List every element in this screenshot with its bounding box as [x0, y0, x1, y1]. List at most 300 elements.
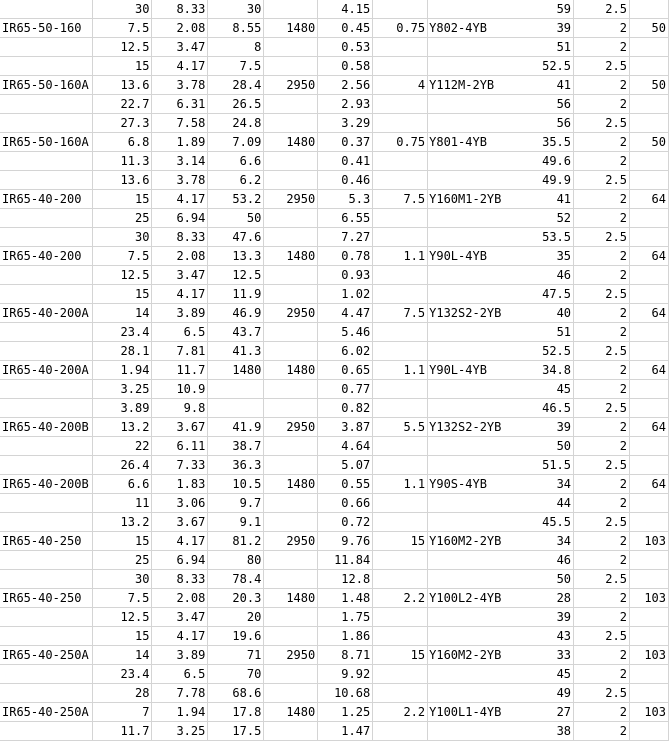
cell-motor-power[interactable] [373, 0, 428, 19]
cell-head[interactable]: 53.2 [208, 190, 264, 209]
cell-motor[interactable] [428, 494, 518, 513]
cell-motor[interactable] [428, 57, 518, 76]
cell-motor-power[interactable] [373, 171, 428, 190]
cell-motor-power[interactable] [373, 57, 428, 76]
cell-flow-m3h[interactable]: 14 [93, 304, 152, 323]
cell-flow-m3h[interactable]: 11.3 [93, 152, 152, 171]
cell-model[interactable] [0, 266, 93, 285]
cell-weight[interactable] [629, 437, 668, 456]
cell-motor[interactable] [428, 456, 518, 475]
cell-efficiency[interactable]: 47.5 [518, 285, 574, 304]
cell-speed[interactable] [264, 38, 318, 57]
cell-npsh[interactable]: 2 [574, 247, 630, 266]
cell-efficiency[interactable]: 46.5 [518, 399, 574, 418]
cell-motor[interactable] [428, 627, 518, 646]
cell-motor-power[interactable] [373, 152, 428, 171]
cell-npsh[interactable]: 2 [574, 266, 630, 285]
cell-head[interactable]: 20 [208, 608, 264, 627]
cell-motor[interactable] [428, 399, 518, 418]
cell-model[interactable] [0, 95, 93, 114]
cell-speed[interactable] [264, 57, 318, 76]
cell-flow-ls[interactable]: 3.89 [152, 646, 208, 665]
cell-flow-ls[interactable]: 1.94 [152, 703, 208, 722]
cell-motor[interactable] [428, 209, 518, 228]
cell-efficiency[interactable]: 59 [518, 0, 574, 19]
cell-weight[interactable] [629, 608, 668, 627]
cell-shaft-power[interactable]: 4.47 [318, 304, 373, 323]
cell-motor[interactable]: Y160M2-2YB [428, 532, 518, 551]
cell-npsh[interactable]: 2 [574, 665, 630, 684]
cell-head[interactable]: 1480 [208, 361, 264, 380]
cell-head[interactable]: 81.2 [208, 532, 264, 551]
cell-weight[interactable] [629, 456, 668, 475]
cell-head[interactable]: 70 [208, 665, 264, 684]
cell-shaft-power[interactable]: 0.65 [318, 361, 373, 380]
cell-speed[interactable]: 2950 [264, 646, 318, 665]
cell-model[interactable]: IR65-40-200 [0, 247, 93, 266]
cell-motor-power[interactable] [373, 551, 428, 570]
cell-model[interactable] [0, 171, 93, 190]
cell-flow-m3h[interactable]: 28.1 [93, 342, 152, 361]
cell-head[interactable]: 26.5 [208, 95, 264, 114]
cell-motor-power[interactable] [373, 266, 428, 285]
cell-speed[interactable]: 2950 [264, 418, 318, 437]
cell-efficiency[interactable]: 33 [518, 646, 574, 665]
cell-head[interactable]: 6.2 [208, 171, 264, 190]
cell-weight[interactable]: 64 [629, 418, 668, 437]
cell-shaft-power[interactable]: 1.25 [318, 703, 373, 722]
cell-flow-ls[interactable]: 3.78 [152, 171, 208, 190]
cell-motor-power[interactable]: 1.1 [373, 475, 428, 494]
cell-npsh[interactable]: 2.5 [574, 342, 630, 361]
cell-motor[interactable] [428, 342, 518, 361]
cell-flow-m3h[interactable]: 30 [93, 228, 152, 247]
cell-speed[interactable]: 2950 [264, 190, 318, 209]
cell-npsh[interactable]: 2 [574, 361, 630, 380]
cell-weight[interactable]: 103 [629, 532, 668, 551]
cell-motor-power[interactable]: 2.2 [373, 589, 428, 608]
cell-motor[interactable]: Y160M1-2YB [428, 190, 518, 209]
cell-flow-m3h[interactable]: 15 [93, 532, 152, 551]
cell-motor[interactable]: Y132S2-2YB [428, 418, 518, 437]
cell-speed[interactable] [264, 551, 318, 570]
cell-flow-ls[interactable]: 7.58 [152, 114, 208, 133]
cell-head[interactable]: 68.6 [208, 684, 264, 703]
cell-motor[interactable] [428, 684, 518, 703]
cell-weight[interactable]: 50 [629, 76, 668, 95]
cell-shaft-power[interactable]: 11.84 [318, 551, 373, 570]
cell-motor-power[interactable] [373, 456, 428, 475]
cell-speed[interactable] [264, 152, 318, 171]
cell-shaft-power[interactable]: 2.56 [318, 76, 373, 95]
cell-speed[interactable] [264, 494, 318, 513]
cell-flow-m3h[interactable]: 23.4 [93, 323, 152, 342]
cell-efficiency[interactable]: 51 [518, 38, 574, 57]
cell-flow-ls[interactable]: 6.94 [152, 209, 208, 228]
cell-npsh[interactable]: 2 [574, 95, 630, 114]
cell-motor[interactable] [428, 95, 518, 114]
cell-flow-ls[interactable]: 3.47 [152, 608, 208, 627]
cell-model[interactable] [0, 152, 93, 171]
cell-flow-ls[interactable]: 3.25 [152, 722, 208, 741]
cell-flow-ls[interactable]: 6.5 [152, 323, 208, 342]
cell-motor[interactable] [428, 323, 518, 342]
cell-model[interactable]: IR65-40-200 [0, 190, 93, 209]
cell-model[interactable] [0, 608, 93, 627]
cell-motor[interactable]: Y90L-4YB [428, 361, 518, 380]
cell-flow-m3h[interactable]: 7.5 [93, 247, 152, 266]
cell-speed[interactable] [264, 228, 318, 247]
cell-motor[interactable]: Y100L1-4YB [428, 703, 518, 722]
cell-weight[interactable] [629, 57, 668, 76]
cell-weight[interactable] [629, 399, 668, 418]
cell-efficiency[interactable]: 52 [518, 209, 574, 228]
cell-head[interactable] [208, 380, 264, 399]
cell-head[interactable]: 43.7 [208, 323, 264, 342]
cell-weight[interactable] [629, 114, 668, 133]
cell-efficiency[interactable]: 52.5 [518, 57, 574, 76]
cell-shaft-power[interactable]: 3.29 [318, 114, 373, 133]
cell-shaft-power[interactable]: 9.92 [318, 665, 373, 684]
cell-shaft-power[interactable]: 0.93 [318, 266, 373, 285]
cell-npsh[interactable]: 2 [574, 722, 630, 741]
cell-motor[interactable] [428, 380, 518, 399]
cell-motor[interactable] [428, 608, 518, 627]
cell-efficiency[interactable]: 52.5 [518, 342, 574, 361]
cell-efficiency[interactable]: 27 [518, 703, 574, 722]
cell-flow-m3h[interactable]: 25 [93, 551, 152, 570]
cell-flow-m3h[interactable]: 7 [93, 703, 152, 722]
cell-model[interactable] [0, 665, 93, 684]
cell-shaft-power[interactable]: 4.64 [318, 437, 373, 456]
cell-weight[interactable] [629, 152, 668, 171]
cell-npsh[interactable]: 2 [574, 437, 630, 456]
cell-efficiency[interactable]: 44 [518, 494, 574, 513]
cell-npsh[interactable]: 2 [574, 133, 630, 152]
cell-speed[interactable]: 1480 [264, 19, 318, 38]
cell-npsh[interactable]: 2 [574, 494, 630, 513]
cell-flow-m3h[interactable]: 27.3 [93, 114, 152, 133]
cell-flow-m3h[interactable]: 13.2 [93, 513, 152, 532]
cell-flow-ls[interactable]: 10.9 [152, 380, 208, 399]
cell-speed[interactable] [264, 209, 318, 228]
cell-motor-power[interactable]: 15 [373, 646, 428, 665]
cell-motor-power[interactable]: 7.5 [373, 190, 428, 209]
cell-flow-m3h[interactable]: 26.4 [93, 456, 152, 475]
cell-head[interactable]: 17.5 [208, 722, 264, 741]
cell-shaft-power[interactable]: 0.41 [318, 152, 373, 171]
cell-npsh[interactable]: 2 [574, 209, 630, 228]
cell-motor[interactable] [428, 171, 518, 190]
cell-npsh[interactable]: 2.5 [574, 456, 630, 475]
cell-efficiency[interactable]: 50 [518, 437, 574, 456]
cell-shaft-power[interactable]: 0.82 [318, 399, 373, 418]
cell-head[interactable]: 41.3 [208, 342, 264, 361]
cell-shaft-power[interactable]: 1.48 [318, 589, 373, 608]
cell-npsh[interactable]: 2 [574, 532, 630, 551]
cell-npsh[interactable]: 2 [574, 152, 630, 171]
cell-motor[interactable] [428, 0, 518, 19]
cell-flow-ls[interactable]: 11.7 [152, 361, 208, 380]
cell-motor-power[interactable]: 1.1 [373, 361, 428, 380]
cell-motor-power[interactable] [373, 114, 428, 133]
cell-flow-m3h[interactable]: 1.94 [93, 361, 152, 380]
cell-weight[interactable] [629, 513, 668, 532]
cell-flow-ls[interactable]: 4.17 [152, 627, 208, 646]
cell-speed[interactable] [264, 627, 318, 646]
cell-motor[interactable] [428, 152, 518, 171]
cell-efficiency[interactable]: 35 [518, 247, 574, 266]
cell-efficiency[interactable]: 50 [518, 570, 574, 589]
cell-model[interactable] [0, 342, 93, 361]
cell-efficiency[interactable]: 45 [518, 380, 574, 399]
cell-flow-ls[interactable]: 9.8 [152, 399, 208, 418]
cell-weight[interactable] [629, 266, 668, 285]
cell-flow-m3h[interactable]: 12.5 [93, 608, 152, 627]
cell-model[interactable]: IR65-40-250 [0, 532, 93, 551]
cell-npsh[interactable]: 2.5 [574, 627, 630, 646]
cell-speed[interactable] [264, 95, 318, 114]
cell-motor-power[interactable] [373, 228, 428, 247]
cell-shaft-power[interactable]: 5.3 [318, 190, 373, 209]
cell-flow-m3h[interactable]: 6.6 [93, 475, 152, 494]
cell-npsh[interactable]: 2 [574, 38, 630, 57]
cell-shaft-power[interactable]: 0.46 [318, 171, 373, 190]
cell-npsh[interactable]: 2.5 [574, 0, 630, 19]
cell-model[interactable] [0, 494, 93, 513]
cell-model[interactable] [0, 570, 93, 589]
cell-weight[interactable] [629, 684, 668, 703]
cell-npsh[interactable]: 2 [574, 323, 630, 342]
cell-efficiency[interactable]: 51 [518, 323, 574, 342]
cell-motor-power[interactable] [373, 285, 428, 304]
cell-flow-m3h[interactable]: 13.6 [93, 76, 152, 95]
cell-efficiency[interactable]: 39 [518, 19, 574, 38]
cell-shaft-power[interactable]: 5.46 [318, 323, 373, 342]
cell-shaft-power[interactable]: 3.87 [318, 418, 373, 437]
cell-motor[interactable] [428, 437, 518, 456]
cell-flow-ls[interactable]: 2.08 [152, 19, 208, 38]
cell-motor-power[interactable] [373, 627, 428, 646]
cell-model[interactable]: IR65-40-200A [0, 361, 93, 380]
cell-motor-power[interactable]: 4 [373, 76, 428, 95]
cell-npsh[interactable]: 2 [574, 190, 630, 209]
cell-shaft-power[interactable]: 8.71 [318, 646, 373, 665]
cell-model[interactable] [0, 722, 93, 741]
cell-speed[interactable] [264, 342, 318, 361]
cell-speed[interactable]: 1480 [264, 247, 318, 266]
cell-flow-m3h[interactable]: 30 [93, 570, 152, 589]
cell-efficiency[interactable]: 39 [518, 608, 574, 627]
cell-flow-m3h[interactable]: 14 [93, 646, 152, 665]
cell-motor-power[interactable] [373, 399, 428, 418]
cell-efficiency[interactable]: 49 [518, 684, 574, 703]
cell-shaft-power[interactable]: 5.07 [318, 456, 373, 475]
cell-efficiency[interactable]: 56 [518, 114, 574, 133]
cell-flow-ls[interactable]: 3.78 [152, 76, 208, 95]
cell-npsh[interactable]: 2.5 [574, 399, 630, 418]
cell-efficiency[interactable]: 40 [518, 304, 574, 323]
cell-speed[interactable] [264, 684, 318, 703]
cell-model[interactable]: IR65-40-200B [0, 475, 93, 494]
cell-shaft-power[interactable]: 12.8 [318, 570, 373, 589]
cell-npsh[interactable]: 2.5 [574, 513, 630, 532]
cell-flow-ls[interactable]: 4.17 [152, 285, 208, 304]
cell-shaft-power[interactable]: 1.86 [318, 627, 373, 646]
cell-npsh[interactable]: 2 [574, 551, 630, 570]
cell-efficiency[interactable]: 53.5 [518, 228, 574, 247]
cell-weight[interactable] [629, 342, 668, 361]
cell-flow-m3h[interactable]: 15 [93, 627, 152, 646]
cell-shaft-power[interactable]: 0.66 [318, 494, 373, 513]
cell-weight[interactable]: 64 [629, 247, 668, 266]
cell-head[interactable]: 78.4 [208, 570, 264, 589]
cell-shaft-power[interactable]: 0.78 [318, 247, 373, 266]
cell-motor-power[interactable] [373, 437, 428, 456]
cell-shaft-power[interactable]: 0.55 [318, 475, 373, 494]
cell-head[interactable]: 47.6 [208, 228, 264, 247]
cell-efficiency[interactable]: 56 [518, 95, 574, 114]
cell-speed[interactable]: 1480 [264, 475, 318, 494]
cell-motor-power[interactable]: 2.2 [373, 703, 428, 722]
cell-speed[interactable] [264, 285, 318, 304]
cell-head[interactable]: 24.8 [208, 114, 264, 133]
cell-model[interactable] [0, 513, 93, 532]
cell-shaft-power[interactable]: 6.55 [318, 209, 373, 228]
cell-motor[interactable] [428, 228, 518, 247]
cell-shaft-power[interactable]: 0.37 [318, 133, 373, 152]
cell-shaft-power[interactable]: 0.58 [318, 57, 373, 76]
cell-flow-m3h[interactable]: 23.4 [93, 665, 152, 684]
cell-flow-m3h[interactable]: 22.7 [93, 95, 152, 114]
cell-flow-ls[interactable]: 6.31 [152, 95, 208, 114]
cell-speed[interactable] [264, 722, 318, 741]
cell-model[interactable] [0, 551, 93, 570]
cell-motor-power[interactable] [373, 722, 428, 741]
cell-motor[interactable] [428, 570, 518, 589]
cell-motor-power[interactable]: 0.75 [373, 19, 428, 38]
cell-shaft-power[interactable]: 10.68 [318, 684, 373, 703]
cell-model[interactable] [0, 684, 93, 703]
cell-speed[interactable] [264, 380, 318, 399]
cell-flow-m3h[interactable]: 11 [93, 494, 152, 513]
cell-head[interactable]: 6.6 [208, 152, 264, 171]
cell-speed[interactable]: 1480 [264, 703, 318, 722]
cell-efficiency[interactable]: 34 [518, 532, 574, 551]
cell-flow-ls[interactable]: 3.67 [152, 418, 208, 437]
cell-npsh[interactable]: 2 [574, 475, 630, 494]
cell-flow-ls[interactable]: 3.67 [152, 513, 208, 532]
cell-weight[interactable] [629, 38, 668, 57]
cell-motor[interactable] [428, 266, 518, 285]
cell-flow-ls[interactable]: 6.94 [152, 551, 208, 570]
cell-npsh[interactable]: 2 [574, 589, 630, 608]
cell-flow-ls[interactable]: 8.33 [152, 228, 208, 247]
cell-head[interactable]: 17.8 [208, 703, 264, 722]
cell-head[interactable]: 10.5 [208, 475, 264, 494]
cell-speed[interactable] [264, 513, 318, 532]
cell-flow-m3h[interactable]: 22 [93, 437, 152, 456]
cell-head[interactable]: 46.9 [208, 304, 264, 323]
cell-flow-m3h[interactable]: 7.5 [93, 19, 152, 38]
cell-npsh[interactable]: 2 [574, 76, 630, 95]
cell-flow-ls[interactable]: 7.33 [152, 456, 208, 475]
cell-weight[interactable] [629, 209, 668, 228]
cell-efficiency[interactable]: 41 [518, 76, 574, 95]
cell-weight[interactable] [629, 380, 668, 399]
cell-efficiency[interactable]: 49.9 [518, 171, 574, 190]
cell-head[interactable]: 8 [208, 38, 264, 57]
cell-efficiency[interactable]: 39 [518, 418, 574, 437]
cell-flow-m3h[interactable]: 15 [93, 57, 152, 76]
cell-weight[interactable] [629, 285, 668, 304]
cell-speed[interactable]: 2950 [264, 76, 318, 95]
cell-model[interactable] [0, 380, 93, 399]
cell-model[interactable] [0, 209, 93, 228]
cell-motor-power[interactable] [373, 665, 428, 684]
cell-flow-ls[interactable]: 2.08 [152, 247, 208, 266]
cell-weight[interactable] [629, 0, 668, 19]
cell-efficiency[interactable]: 45 [518, 665, 574, 684]
cell-head[interactable]: 7.09 [208, 133, 264, 152]
cell-efficiency[interactable]: 49.6 [518, 152, 574, 171]
cell-motor[interactable] [428, 551, 518, 570]
cell-speed[interactable]: 1480 [264, 361, 318, 380]
cell-motor[interactable]: Y802-4YB [428, 19, 518, 38]
cell-head[interactable]: 38.7 [208, 437, 264, 456]
cell-speed[interactable] [264, 0, 318, 19]
cell-model[interactable] [0, 437, 93, 456]
cell-model[interactable]: IR65-40-250A [0, 646, 93, 665]
cell-npsh[interactable]: 2 [574, 608, 630, 627]
cell-motor-power[interactable]: 5.5 [373, 418, 428, 437]
cell-head[interactable]: 30 [208, 0, 264, 19]
cell-speed[interactable] [264, 114, 318, 133]
cell-motor-power[interactable]: 0.75 [373, 133, 428, 152]
cell-weight[interactable]: 64 [629, 190, 668, 209]
cell-motor-power[interactable] [373, 494, 428, 513]
cell-flow-ls[interactable]: 8.33 [152, 0, 208, 19]
cell-motor-power[interactable]: 7.5 [373, 304, 428, 323]
cell-weight[interactable]: 50 [629, 133, 668, 152]
cell-head[interactable]: 8.55 [208, 19, 264, 38]
cell-weight[interactable] [629, 95, 668, 114]
cell-flow-m3h[interactable]: 12.5 [93, 266, 152, 285]
cell-head[interactable]: 9.7 [208, 494, 264, 513]
cell-speed[interactable] [264, 437, 318, 456]
cell-head[interactable]: 12.5 [208, 266, 264, 285]
cell-weight[interactable] [629, 665, 668, 684]
cell-motor[interactable]: Y90L-4YB [428, 247, 518, 266]
cell-motor[interactable]: Y90S-4YB [428, 475, 518, 494]
cell-flow-m3h[interactable]: 13.6 [93, 171, 152, 190]
cell-shaft-power[interactable]: 0.53 [318, 38, 373, 57]
cell-head[interactable] [208, 399, 264, 418]
cell-flow-ls[interactable]: 3.89 [152, 304, 208, 323]
cell-model[interactable] [0, 38, 93, 57]
cell-speed[interactable] [264, 171, 318, 190]
cell-speed[interactable]: 1480 [264, 133, 318, 152]
cell-efficiency[interactable]: 43 [518, 627, 574, 646]
cell-flow-ls[interactable]: 2.08 [152, 589, 208, 608]
cell-npsh[interactable]: 2.5 [574, 57, 630, 76]
cell-flow-ls[interactable]: 3.47 [152, 38, 208, 57]
cell-model[interactable] [0, 0, 93, 19]
cell-flow-m3h[interactable]: 6.8 [93, 133, 152, 152]
cell-motor-power[interactable] [373, 608, 428, 627]
cell-motor-power[interactable] [373, 380, 428, 399]
cell-model[interactable]: IR65-50-160 [0, 19, 93, 38]
